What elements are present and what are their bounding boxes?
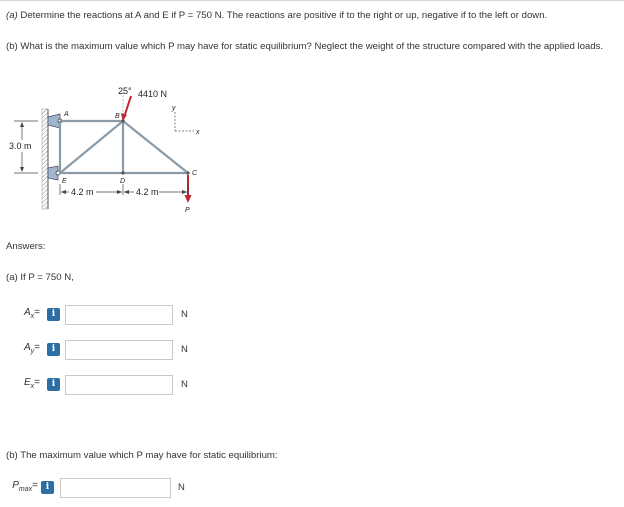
answer-row-pmax: $P_{max}=$ i N [0,477,624,499]
svg-text:D: D [120,178,126,185]
ay-input[interactable] [65,340,173,360]
truss-members [60,121,188,173]
question-part-b: (b) What is the maximum value which P may have for static equilibrium? Neglect the weight of the structure compared with the applied loads. [6,41,604,52]
top-divider [0,0,624,1]
answer-row-ay: $A_y=$ i N [0,339,624,361]
height-label: 3.0 m [9,141,32,151]
info-icon[interactable]: i [41,481,54,494]
wall [42,109,48,209]
span1-label: 4.2 m [71,187,94,197]
answer-row-ex: $E_x=$ i N [0,374,624,396]
svg-text:B: B [115,113,120,120]
pmax-unit: N [178,482,185,493]
answers-heading: Answers: [6,241,46,252]
svg-text:P: P [185,207,190,214]
axes-icon [175,112,194,131]
question-part-a [6,10,618,21]
answer-row-ax: $A_x=$ i N [0,304,624,326]
ax-unit: N [181,309,188,320]
ex-unit: N [181,379,188,390]
ex-input[interactable] [65,375,173,395]
part-a-heading: (a) If P = 750 N, [6,272,74,283]
info-icon[interactable]: i [47,308,60,321]
svg-text:y: y [172,105,176,112]
angle-label: 25° [118,86,132,96]
svg-text:x: x [196,129,200,136]
truss-figure [8,84,223,219]
info-icon[interactable]: i [47,378,60,391]
svg-text:A: A [64,111,69,118]
svg-text:C: C [192,170,198,177]
span2-label: 4.2 m [136,187,159,197]
svg-text:E: E [62,178,67,185]
part-b-heading: (b) The maximum value which P may have for static equilibrium: [6,450,278,461]
part-a-text: Determine the reactions at A and E if P = 750 N. The reactions are positive if to the right or up, negative if to the left or down. [20,10,548,21]
part-a-tag: (a) [6,10,18,21]
pmax-input[interactable] [60,478,171,498]
ax-input[interactable] [65,305,173,325]
info-icon[interactable]: i [47,343,60,356]
ay-unit: N [181,344,188,355]
force-label: 4410 N [138,89,168,99]
